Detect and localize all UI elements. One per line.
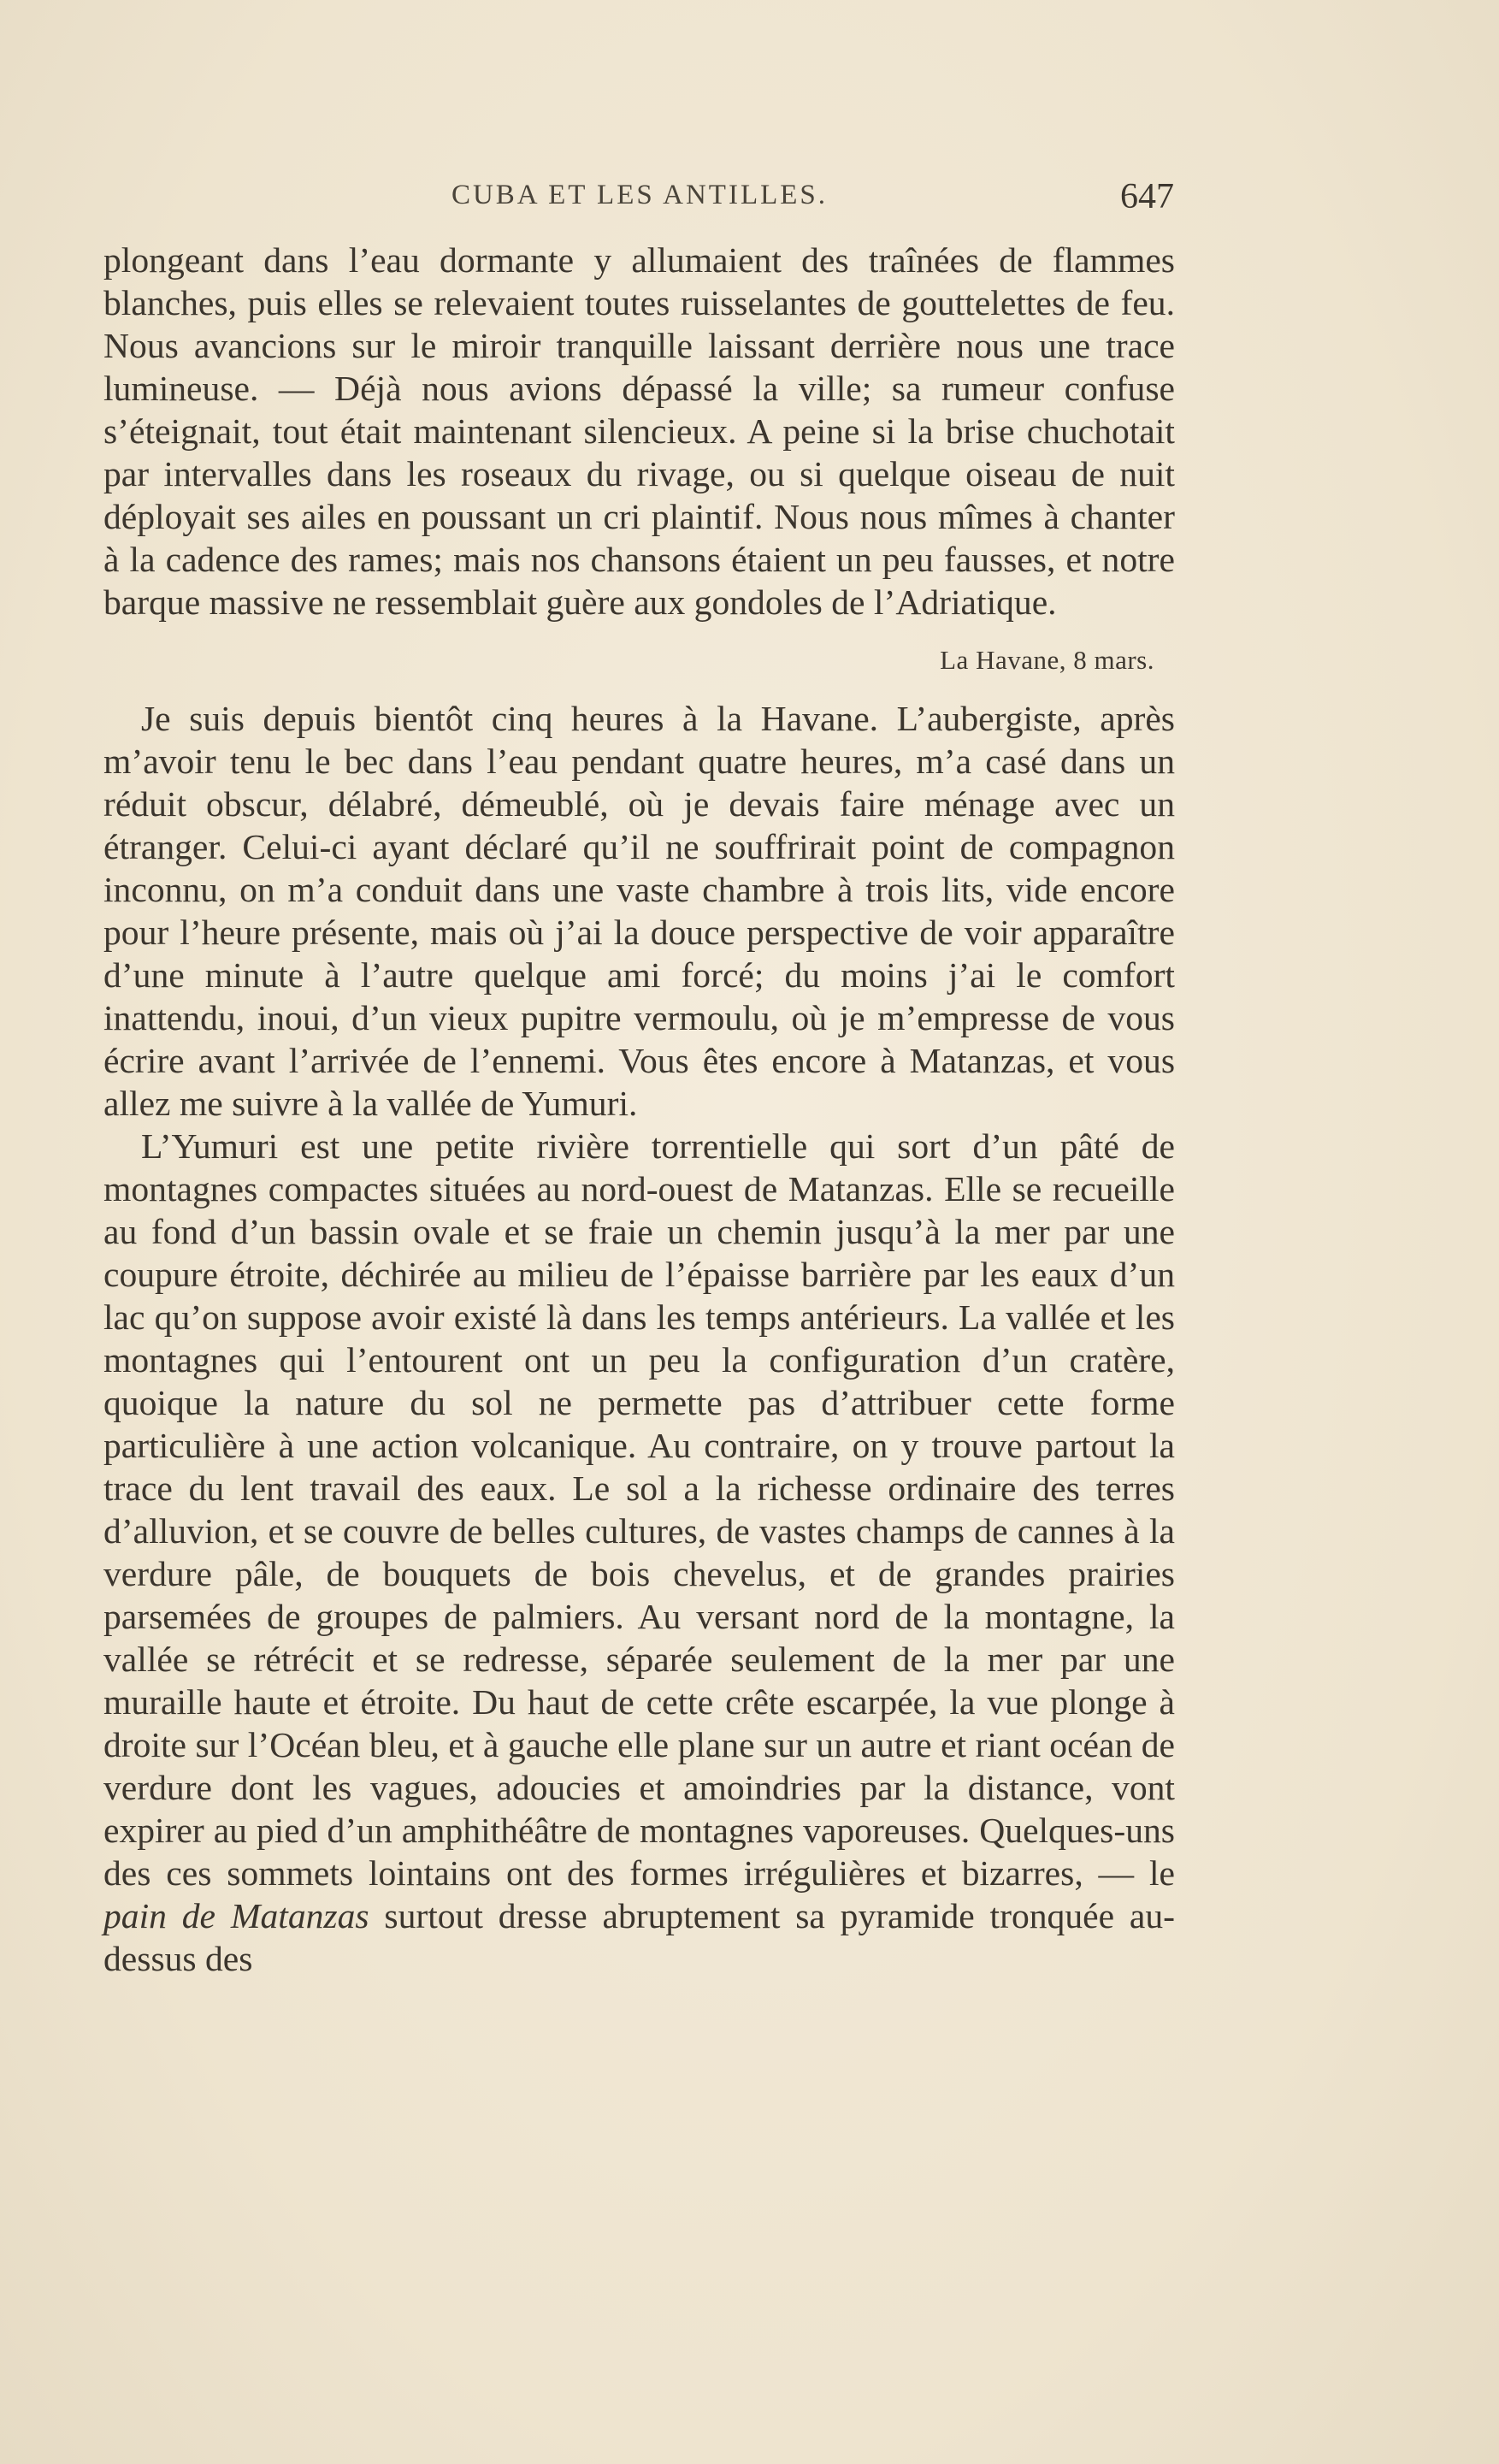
page-number: 647 xyxy=(1120,177,1174,216)
paragraph-yumuri-valley xyxy=(103,1125,1175,1980)
running-head xyxy=(105,177,1174,222)
paragraph-havana-arrival: Je suis depuis bientôt cinq heures à la Havane. L’aubergiste, après m’avoir tenu le bec dans l’eau pendant quatre heures, m’a casé dans un réduit obscur, délabré, démeublé, où je devais faire ménage avec un étranger. Celui-ci ayant déclaré qu’il ne souffrirait point de compagnon inconnu, on m’a conduit dans une vaste chambre à trois lits, vide encore pour l’heure présente, mais où j’ai la douce perspective de voir apparaître d’une minute à l’autre quelque ami forcé; du moins j’ai le comfort inattendu, inoui, d’un vieux pupitre vermoulu, où je m’empresse de vous écrire avant l’arrivée de l’ennemi. Vous êtes encore à Matanzas, et vous allez me suivre à la vallée de Yumuri. xyxy=(103,699,1175,1123)
paragraph-yumuri-end: surtout dresse abruptement sa pyramide tronquée au-dessus des xyxy=(103,1896,1175,1978)
body-text xyxy=(103,239,1175,1980)
letter-dateline: La Havane, 8 mars. xyxy=(940,645,1154,675)
paragraph-yumuri-text: L’Yumuri est une petite rivière torrentielle qui sort d’un pâté de montagnes compactes situées au nord-ouest de Matanzas. Elle se recueille au fond d’un bassin ovale et se fraie un chemin jusqu’à la mer par une coupure étroite, déchirée au milieu de l’épaisse barrière par les eaux d’un lac qu’on suppose avoir existé là dans les temps antérieurs. La vallée et les montagnes qui l’entourent ont un peu la configuration d’un cratère, quoique la nature du sol ne permette pas d’attribuer cette forme particulière à une action volcanique. Au contraire, on y trouve partout la trace du lent travail des eaux. Le sol a la richesse ordinaire des terres d’alluvion, et se couvre de belles cultures, de vastes champs de cannes à la verdure pâle, de bouquets de bois chevelus, et de grandes prairies parsemées de groupes de palmiers. Au versant nord de la montagne, la vallée se rétrécit et se redresse, séparée seulement de la mer par une muraille haute et étroite. Du haut de cette crête escarpée, la vue plonge à droite sur l’Océan bleu, et à gauche elle plane sur un autre et riant océan de verdure dont les vagues, adoucies et amoindries par la distance, vont expirer au pied d’un amphithéâtre de montagnes vaporeuses. Quelques-uns des ces sommets lointains ont des formes irrégulières et bizarres, — le xyxy=(103,1126,1175,1893)
running-title: CUBA ET LES ANTILLES. xyxy=(451,180,829,210)
paragraph-continuation: plongeant dans l’eau dormante y allumaient des traînées de flammes blanches, puis elles se relevaient toutes ruisselantes de gouttelettes de feu. Nous avancions sur le miroir tranquille laissant derrière nous une trace lumineuse. — Déjà nous avions dépassé la ville; sa rumeur confuse s’éteignait, tout était maintenant silencieux. A peine si la brise chuchotait par intervalles dans les roseaux du rivage, ou si quelque oiseau de nuit déployait ses ailes en poussant un cri plaintif. Nous nous mîmes à chanter à la cadence des rames; mais nos chansons étaient un peu fausses, et notre barque massive ne ressemblait guère aux gondoles de l’Adriatique. xyxy=(103,240,1175,622)
italic-place-name: pain de Matanzas xyxy=(103,1896,369,1935)
